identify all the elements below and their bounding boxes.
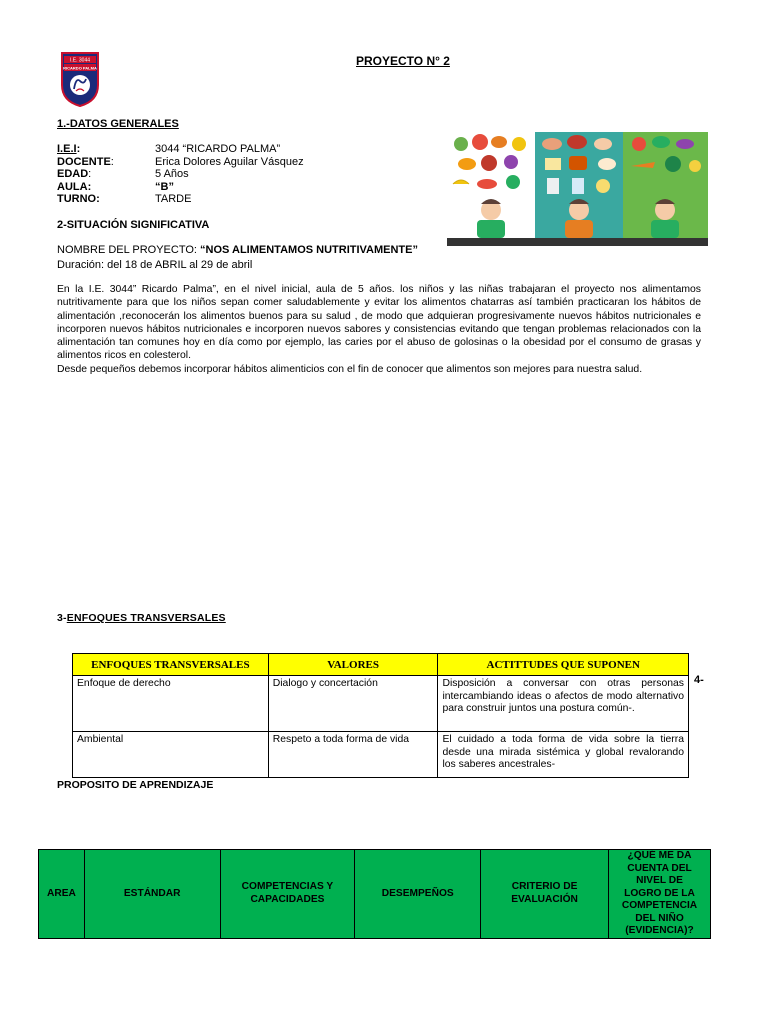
table-header-row [73,654,689,676]
situation-paragraph [57,283,701,376]
table-cell: Enfoque de derecho [73,676,269,732]
info-row-docente: DOCENTE: Erica Dolores Aguilar Vásquez [57,155,304,168]
column-header: ACTITTUDES QUE SUPONEN [438,654,689,676]
section-datos-generales-heading: 1.-DATOS GENERALES [57,118,179,130]
info-row-iei: I.E.I: 3044 “RICARDO PALMA” [57,143,281,155]
situation-paragraph-2: Desde pequeños debemos incorporar hábitos alimenticios con el fin de conocer que alimentos son mejores para nuestra salud. [57,363,643,375]
table-cell: Disposición a conversar con otras personas intercambiando ideas o afectos de modo alternativo para construir juntos una postura común-. [438,676,689,732]
column-header-area: AREA [39,850,85,939]
enfoques-table [72,653,689,778]
table-cell: El cuidado a toda forma de vida sobre la tierra desde una mirada sistémica y global revalorando los saberes ancestrales- [438,732,689,778]
info-row-edad: EDAD: 5 Años [57,168,189,181]
table-header-row [39,850,711,939]
school-crest-icon [60,51,100,107]
column-header: ENFOQUES TRANSVERSALES [73,654,269,676]
table-cell: Dialogo y concertación [268,676,438,732]
info-row-turno: TURNO: TARDE [57,193,192,206]
column-header: VALORES [268,654,438,676]
section-situacion-heading: 2-SITUACIÓN SIGNIFICATIVA [57,219,210,231]
info-row-aula: AULA: “B” [57,180,174,193]
column-header-estandar: ESTÁNDAR [84,850,220,939]
table-cell: Respeto a toda forma de vida [268,732,438,778]
column-header-competencias: COMPETENCIAS Y CAPACIDADES [220,850,355,939]
page-title: PROYECTO N° 2 [356,54,450,68]
column-header-desempenos: DESEMPEÑOS [355,850,481,939]
school-logo [60,51,100,107]
project-name: NOMBRE DEL PROYECTO: “NOS ALIMENTAMOS NUTRITIVAMENTE” [57,244,418,256]
svg-text:I.E. 3044: I.E. 3044 [69,57,91,64]
svg-text:RICARDO PALMA: RICARDO PALMA [63,65,97,71]
column-header-criterio: CRITERIO DE EVALUACIÓN [481,850,609,939]
section-4-number: 4- [694,674,704,686]
section-enfoques-heading: 3-ENFOQUES TRANSVERSALES [57,612,226,624]
project-duration: Duración: del 18 de ABRIL al 29 de abril [57,259,253,271]
general-data-list [57,143,304,206]
table-cell: Ambiental [73,732,269,778]
table-row [73,676,689,732]
column-header-evidencia: ¿QUÉ ME DA CUENTA DEL NIVEL DE LOGRO DE LA COMPETENCIA DEL NIÑO (EVIDENCIA)? [609,850,711,939]
situation-paragraph-1: En la I.E. 3044” Ricardo Palma”, en el nivel inicial, aula de 5 años. los niños y las niñas trabajaran el proyecto nos alimentamos nutritivamente para que los niños sepan comer saludablemente y evitar los alimentos chatarras así también practicaran los hábitos de alimentación ,reconocerán los alimentos buenos para su salud , de modo que adquieran progresivamente nuevos hábitos nutricionales e incorporen nuevos hábitos nutricionales e incorporen nuevos sabores y consistencias evitando que tengan problemas relacionados con la alimentación tan comunes hoy en día como por ejemplo, las caries por el abuso de golosinas o la obesidad por el consumo de grasas y alimentos ricos en colesterol. [57,284,701,362]
section-proposito-heading: PROPOSITO DE APRENDIZAJE [57,779,214,791]
healthy-food-illustration [447,132,708,246]
table-row [73,732,689,778]
proposito-table [38,849,711,939]
